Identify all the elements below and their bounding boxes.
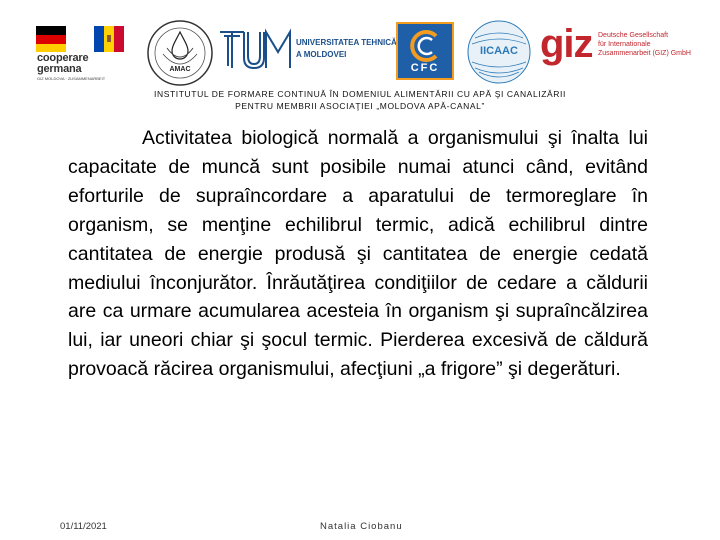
giz-line-2: für Internationale xyxy=(598,41,651,48)
iicaac-label: IICAAC xyxy=(480,45,518,57)
utm-emblem-icon xyxy=(218,26,294,72)
main-content xyxy=(68,124,648,384)
body-paragraph: Activitatea biologică normală a organismului şi înalta lui capacitate de muncă sunt posibile numai atunci când, evitând eforturile de supraîncordare a aparatului de termoreglare în organism, se menţine echilibrul termic, adică echilibrul dintre cantitatea de energie produsă şi cantitatea de energie cedată mediului înconjurător. Înrăutăţirea condiţiilor de cedare a căldurii are ca urmare acumularea acesteia în organism şi supraîncălzirea lui, iar uneori chiar şi şocul termic. Pierderea excesivă de căldură provoacă răcirea organismului, afecţiuni „a frigore” şi degerături. xyxy=(68,127,648,381)
germany-flag-icon xyxy=(36,26,66,52)
footer-author: Natalia Ciobanu xyxy=(320,521,403,532)
giz-logo xyxy=(540,22,691,76)
logo-bar xyxy=(0,8,720,82)
cooperare-germana-logo xyxy=(34,22,130,86)
cooperare-label: cooperare xyxy=(37,52,89,64)
utm-line-2: A MOLDOVEI xyxy=(296,50,347,59)
institution-title-line-2: PENTRU MEMBRII ASOCIAŢIEI „MOLDOVA APĂ-CANAL” xyxy=(235,101,485,111)
giz-wordmark: giz xyxy=(540,22,593,66)
utm-logo xyxy=(218,26,397,72)
utm-line-1: UNIVERSITATEA TEHNICĂ xyxy=(296,38,397,47)
giz-line-1: Deutsche Gesellschaft xyxy=(598,32,669,39)
cooperare-sub-label: GIZ MOLDOVA · ZUSAMMENARBEIT xyxy=(37,76,106,81)
footer-date: 01/11/2021 xyxy=(60,521,107,532)
institution-title-line-1: INSTITUTUL DE FORMARE CONTINUĂ ÎN DOMENIUL ALIMENTĂRII CU APĂ ŞI CANALIZĂRII xyxy=(154,89,566,99)
amac-logo xyxy=(145,18,215,88)
amac-seal-icon xyxy=(145,18,215,88)
moldova-flag-icon xyxy=(94,26,124,52)
iicaac-logo xyxy=(467,20,531,84)
cfc-logo xyxy=(396,22,454,80)
cfc-label: CFC xyxy=(410,62,440,74)
giz-line-3: Zusammenarbeit (GIZ) GmbH xyxy=(598,50,691,57)
germana-label: germana xyxy=(37,63,82,75)
amac-label: AMAC xyxy=(169,66,191,73)
